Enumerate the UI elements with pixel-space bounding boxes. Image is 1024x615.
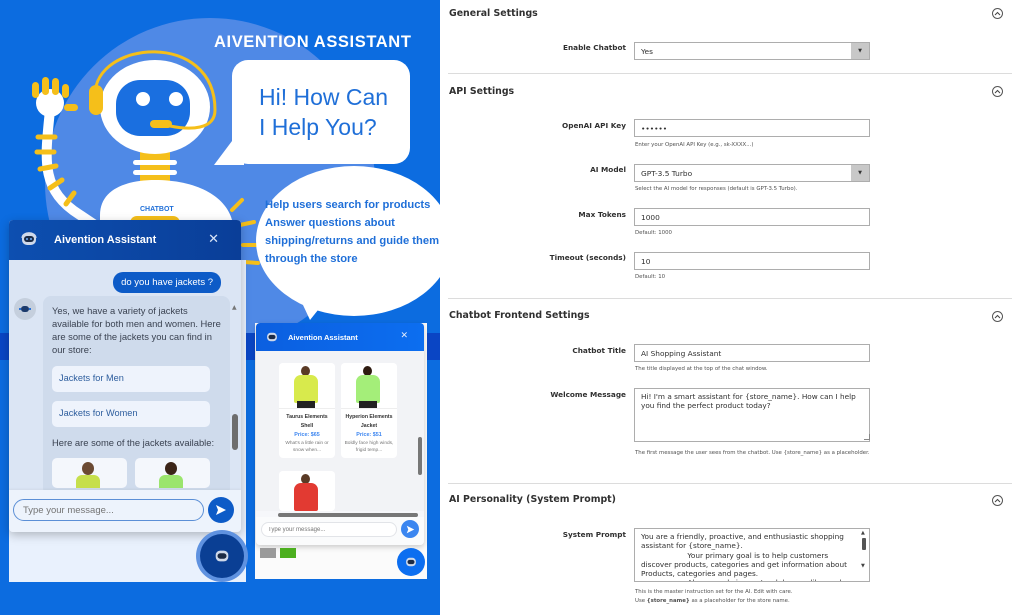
chevron-down-icon: ▼ <box>851 165 869 181</box>
divider <box>448 298 1012 299</box>
section-general-title: General Settings <box>449 8 538 19</box>
welcome-message-note: The first message the user sees from the chatbot. Use {store_name} as a placeholder. <box>635 450 870 456</box>
chat-messages <box>256 351 424 511</box>
svg-text:CHATBOT: CHATBOT <box>140 206 174 213</box>
collapse-icon[interactable] <box>992 495 1003 506</box>
enable-chatbot-select[interactable]: Yes ▼ <box>634 42 870 60</box>
api-key-note: Enter your OpenAI API Key (e.g., sk-XXXX...) <box>635 142 754 148</box>
chevron-down-icon: ▼ <box>851 43 869 59</box>
greeting-text: Hi! How Can I Help You? <box>259 84 389 140</box>
message-input[interactable] <box>261 522 397 537</box>
chat-window-large <box>9 220 241 532</box>
bot-avatar-icon <box>404 555 418 569</box>
divider <box>448 483 1012 484</box>
ai-model-label: AI Model <box>590 165 626 174</box>
chatbot-title-note: The title displayed at the top of the chat window. <box>635 366 768 372</box>
system-prompt-textarea[interactable] <box>634 528 870 582</box>
resize-handle-icon[interactable] <box>864 434 870 440</box>
system-prompt-label: System Prompt <box>562 530 626 539</box>
chat-input-bar <box>256 517 424 545</box>
timeout-note: Default: 10 <box>635 274 666 280</box>
timeout-label: Timeout (seconds) <box>549 253 626 262</box>
bot-icon <box>19 303 31 315</box>
user-message: do you have jackets ? <box>113 272 221 293</box>
scroll-up-icon[interactable]: ▲ <box>232 304 237 311</box>
ai-model-note: Select the AI model for responses (default is GPT-3.5 Turbo). <box>635 186 798 192</box>
product-thumbnail[interactable] <box>135 458 210 488</box>
welcome-message-label: Welcome Message <box>550 390 626 399</box>
chatbot-title-input[interactable] <box>634 344 870 362</box>
welcome-message-textarea[interactable] <box>634 388 870 442</box>
product-card[interactable]: Hyperion Elements Jacket Price: $51 Boldly face high winds, frigid temp... <box>341 363 397 458</box>
section-frontend-title: Chatbot Frontend Settings <box>449 310 590 321</box>
messages-scrollbar[interactable] <box>418 355 422 505</box>
chat-launcher-button[interactable] <box>200 534 244 578</box>
chat-messages <box>9 260 241 490</box>
chat-launcher-button[interactable] <box>397 548 425 576</box>
chat-window-small <box>256 323 424 545</box>
product-thumbnail[interactable] <box>52 458 127 488</box>
features-text: Help users search for products Answer questions about shipping/returns and guide them through the store <box>265 199 440 265</box>
collapse-icon[interactable] <box>992 311 1003 322</box>
chat-title: Aivention Assistant <box>288 332 358 342</box>
chat-input-bar <box>9 490 241 532</box>
send-button[interactable] <box>208 497 234 523</box>
chat-header <box>9 220 241 260</box>
collapse-icon[interactable] <box>992 86 1003 97</box>
send-button[interactable] <box>401 520 419 538</box>
section-api-title: API Settings <box>449 86 515 97</box>
max-tokens-label: Max Tokens <box>578 210 626 219</box>
max-tokens-input[interactable] <box>634 208 870 226</box>
scroll-down-icon[interactable]: ▼ <box>861 563 865 569</box>
close-icon[interactable]: ✕ <box>400 331 408 341</box>
option-jackets-men[interactable]: Jackets for Men <box>52 366 210 392</box>
send-icon <box>406 525 415 534</box>
product-thumbnails <box>52 458 221 488</box>
ai-model-select[interactable]: GPT-3.5 Turbo ▼ <box>634 164 870 182</box>
close-icon[interactable]: ✕ <box>208 232 219 247</box>
settings-panel <box>440 0 1024 615</box>
promo-title: AIVENTION ASSISTANT <box>214 33 412 51</box>
api-key-input[interactable] <box>634 119 870 137</box>
bot-message: Yes, we have a variety of jackets available for both men and women. Here are some of the jackets you can find in our store: Jackets for Men Jackets for Women Here are some of the jackets available: <box>43 296 230 496</box>
color-swatch-green[interactable] <box>280 548 296 558</box>
chat-title: Aivention Assistant <box>54 234 157 246</box>
section-personality-title: AI Personality (System Prompt) <box>449 494 616 505</box>
chatbot-title-label: Chatbot Title <box>572 346 626 355</box>
scroll-up-icon[interactable]: ▲ <box>861 530 865 536</box>
textarea-scrollbar[interactable] <box>861 530 867 578</box>
collapse-icon[interactable] <box>992 8 1003 19</box>
message-input[interactable] <box>13 499 204 521</box>
send-icon <box>215 504 227 516</box>
option-jackets-women[interactable]: Jackets for Women <box>52 401 210 427</box>
product-card[interactable] <box>279 471 335 511</box>
bot-avatar <box>14 298 36 320</box>
bot-avatar-icon <box>265 330 279 344</box>
timeout-input[interactable] <box>634 252 870 270</box>
max-tokens-note: Default: 1000 <box>635 230 672 236</box>
chat-header <box>256 323 424 351</box>
api-key-label: OpenAI API Key <box>562 121 626 130</box>
system-prompt-note: This is the master instruction set for the AI. Edit with care. Use {store_name} as a placeholder for the store name. <box>635 589 793 604</box>
bot-avatar-icon <box>19 230 39 250</box>
bot-avatar-icon <box>213 547 231 565</box>
divider <box>448 73 1012 74</box>
color-swatch-gray[interactable] <box>260 548 276 558</box>
enable-chatbot-label: Enable Chatbot <box>562 43 626 52</box>
product-card[interactable]: Taurus Elements Shell Price: $65 What's a little rain or snow when... <box>279 363 335 458</box>
